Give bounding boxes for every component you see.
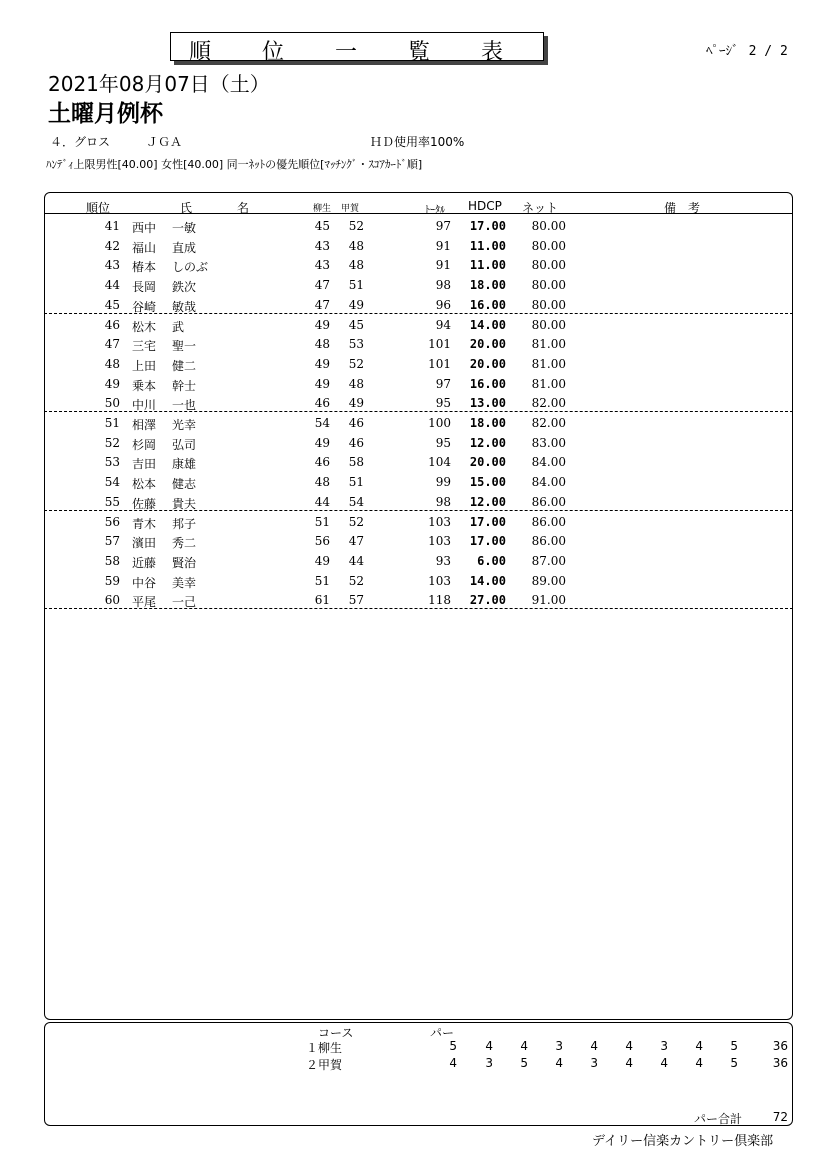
hole-par: 4 bbox=[449, 1056, 457, 1070]
cell-hdcp: 17.00 bbox=[469, 534, 506, 549]
cell-rank: 54 bbox=[104, 475, 120, 490]
hole-par: 4 bbox=[660, 1056, 668, 1070]
cell-net: 80.00 bbox=[531, 278, 566, 293]
cell-total: 103 bbox=[428, 534, 451, 549]
cell-rank: 46 bbox=[104, 317, 120, 332]
group-separator bbox=[44, 411, 793, 412]
col-total: ﾄｰﾀﾙ bbox=[425, 205, 445, 216]
cell-course1-score: 49 bbox=[314, 356, 330, 371]
cell-hdcp: 15.00 bbox=[469, 475, 506, 490]
hd-usage-rate: ＨＤ使用率100% bbox=[370, 135, 465, 149]
cell-rank: 47 bbox=[104, 337, 120, 352]
hole-par: 4 bbox=[625, 1039, 633, 1053]
cell-rank: 56 bbox=[104, 514, 120, 529]
cell-total: 91 bbox=[435, 258, 451, 273]
cell-surname: 乗本 bbox=[132, 378, 157, 393]
cell-total: 98 bbox=[435, 278, 451, 293]
hole-par: 3 bbox=[590, 1056, 598, 1070]
cell-net: 80.00 bbox=[531, 219, 566, 233]
title-box bbox=[170, 32, 544, 65]
cell-course1-score: 47 bbox=[314, 297, 330, 312]
cell-surname: 杉岡 bbox=[132, 437, 157, 452]
cell-course1-score: 49 bbox=[314, 317, 330, 332]
group-separator bbox=[44, 510, 793, 511]
cell-rank: 43 bbox=[104, 258, 120, 273]
cell-given-name: しのぶ bbox=[172, 260, 209, 275]
cell-net: 86.00 bbox=[531, 514, 566, 529]
cell-rank: 41 bbox=[104, 219, 120, 233]
table-row bbox=[44, 551, 793, 571]
cell-rank: 60 bbox=[104, 593, 120, 608]
cell-course2-score: 48 bbox=[348, 258, 364, 273]
cell-net: 89.00 bbox=[531, 573, 566, 588]
cell-course1-score: 43 bbox=[314, 238, 330, 253]
cell-course1-score: 51 bbox=[314, 573, 330, 588]
cell-course2-score: 48 bbox=[348, 376, 364, 391]
hole-par: 5 bbox=[449, 1039, 457, 1053]
cell-net: 84.00 bbox=[531, 455, 566, 470]
course-name: １柳生 bbox=[306, 1041, 343, 1055]
cell-given-name: 聖一 bbox=[172, 339, 197, 354]
cell-total: 101 bbox=[428, 337, 451, 352]
cell-course2-score: 44 bbox=[348, 553, 364, 568]
cell-hdcp: 20.00 bbox=[469, 356, 506, 371]
cell-hdcp: 17.00 bbox=[469, 514, 506, 529]
course-par-box bbox=[44, 1022, 793, 1126]
cell-surname: 長岡 bbox=[132, 280, 157, 295]
cell-surname: 中谷 bbox=[132, 575, 157, 590]
cell-net: 83.00 bbox=[531, 435, 566, 450]
hole-par: 4 bbox=[590, 1039, 598, 1053]
cell-given-name: 賢治 bbox=[172, 555, 197, 570]
cell-total: 94 bbox=[435, 317, 451, 332]
cell-net: 82.00 bbox=[531, 416, 566, 430]
cell-hdcp: 16.00 bbox=[469, 376, 506, 391]
cell-hdcp: 11.00 bbox=[469, 238, 506, 253]
table-row bbox=[44, 334, 793, 354]
cell-surname: 三宅 bbox=[132, 339, 157, 354]
col-name-2: 名 bbox=[237, 201, 250, 215]
cell-rank: 50 bbox=[104, 396, 120, 411]
cell-surname: 上田 bbox=[132, 358, 157, 373]
cell-total: 93 bbox=[435, 553, 451, 568]
cell-course1-score: 48 bbox=[314, 475, 330, 490]
cell-course1-score: 49 bbox=[314, 435, 330, 450]
hole-par: 3 bbox=[555, 1039, 563, 1053]
table-row bbox=[44, 255, 793, 275]
cell-course2-score: 57 bbox=[348, 593, 364, 608]
hole-par: 4 bbox=[625, 1056, 633, 1070]
cell-net: 80.00 bbox=[531, 258, 566, 273]
cell-given-name: 幹士 bbox=[172, 378, 197, 393]
cell-course1-score: 44 bbox=[314, 494, 330, 509]
cell-course1-score: 46 bbox=[314, 455, 330, 470]
hole-par: 4 bbox=[695, 1056, 703, 1070]
cell-surname: 佐藤 bbox=[132, 496, 157, 511]
cell-net: 87.00 bbox=[531, 553, 566, 568]
header-divider bbox=[44, 213, 793, 214]
course-label: コース bbox=[318, 1026, 354, 1040]
cell-course2-score: 51 bbox=[348, 278, 364, 293]
cell-given-name: 健二 bbox=[172, 358, 197, 373]
cell-surname: 福山 bbox=[132, 240, 157, 255]
cell-rank: 45 bbox=[104, 297, 120, 312]
cell-course2-score: 52 bbox=[348, 514, 364, 529]
par-total-value: 72 bbox=[772, 1110, 788, 1124]
cell-course2-score: 49 bbox=[348, 297, 364, 312]
cell-course2-score: 52 bbox=[348, 573, 364, 588]
cell-net: 84.00 bbox=[531, 475, 566, 490]
cell-hdcp: 13.00 bbox=[469, 396, 506, 411]
cell-total: 97 bbox=[435, 219, 451, 233]
cell-net: 80.00 bbox=[531, 238, 566, 253]
cell-rank: 52 bbox=[104, 435, 120, 450]
page-indicator bbox=[706, 40, 788, 59]
cell-course1-score: 43 bbox=[314, 258, 330, 273]
cell-rank: 42 bbox=[104, 238, 120, 253]
col-course-1: 柳生 bbox=[313, 204, 332, 214]
cell-total: 91 bbox=[435, 238, 451, 253]
cell-surname: 濱田 bbox=[132, 536, 157, 551]
cell-total: 96 bbox=[435, 297, 451, 312]
cell-given-name: 直成 bbox=[172, 240, 197, 255]
page-number: 2 / 2 bbox=[748, 44, 788, 59]
cell-given-name: 鉄次 bbox=[172, 280, 197, 295]
cell-hdcp: 27.00 bbox=[469, 593, 506, 608]
cell-total: 104 bbox=[428, 455, 451, 470]
cell-rank: 58 bbox=[104, 553, 120, 568]
cell-net: 81.00 bbox=[531, 376, 566, 391]
hole-par: 5 bbox=[730, 1039, 738, 1053]
event-date: 2021年08月07日（土） bbox=[48, 72, 270, 96]
cell-course2-score: 49 bbox=[348, 396, 364, 411]
cell-surname: 平尾 bbox=[132, 595, 157, 610]
cell-hdcp: 18.00 bbox=[469, 278, 506, 293]
cell-total: 97 bbox=[435, 376, 451, 391]
table-row bbox=[44, 354, 793, 374]
page-label: ﾍﾟｰｼﾞ bbox=[706, 44, 739, 59]
cell-course1-score: 45 bbox=[314, 219, 330, 233]
cell-given-name: 秀二 bbox=[172, 536, 197, 551]
cell-course2-score: 52 bbox=[348, 219, 364, 233]
cell-course1-score: 49 bbox=[314, 376, 330, 391]
cell-course1-score: 48 bbox=[314, 337, 330, 352]
cell-given-name: 一己 bbox=[172, 595, 197, 610]
cell-given-name: 光幸 bbox=[172, 418, 197, 432]
col-course-2: 甲賀 bbox=[341, 204, 360, 214]
table-row bbox=[44, 413, 793, 433]
cell-hdcp: 20.00 bbox=[469, 455, 506, 470]
cell-total: 95 bbox=[435, 396, 451, 411]
table-row bbox=[44, 275, 793, 295]
table-row bbox=[44, 315, 793, 335]
group-separator bbox=[44, 313, 793, 314]
cell-surname: 椿本 bbox=[132, 260, 157, 275]
cell-given-name: 弘司 bbox=[172, 437, 197, 452]
cell-hdcp: 18.00 bbox=[469, 416, 506, 430]
cell-course2-score: 48 bbox=[348, 238, 364, 253]
cell-course1-score: 54 bbox=[314, 416, 330, 430]
cell-rank: 51 bbox=[104, 416, 120, 430]
cell-hdcp: 17.00 bbox=[469, 219, 506, 233]
cell-net: 80.00 bbox=[531, 297, 566, 312]
cell-hdcp: 14.00 bbox=[469, 317, 506, 332]
cell-surname: 松本 bbox=[132, 477, 157, 492]
handicap-rules: ﾊﾝﾃﾞｨ上限男性[40.00] 女性[40.00] 同一ﾈｯﾄの優先順位[ﾏｯﾁﾝｸﾞ・ｽｺｱｶｰﾄﾞ順] bbox=[46, 158, 423, 171]
table-row bbox=[44, 374, 793, 394]
cell-rank: 55 bbox=[104, 494, 120, 509]
cell-given-name: 美幸 bbox=[172, 575, 197, 590]
cell-course2-score: 58 bbox=[348, 455, 364, 470]
cell-total: 99 bbox=[435, 475, 451, 490]
table-row bbox=[44, 433, 793, 453]
cell-surname: 中川 bbox=[132, 398, 157, 413]
table-row bbox=[44, 216, 793, 236]
cell-given-name: 一也 bbox=[172, 398, 197, 413]
cell-given-name: 一敏 bbox=[172, 221, 197, 235]
table-row bbox=[44, 236, 793, 256]
cell-total: 101 bbox=[428, 356, 451, 371]
cell-hdcp: 12.00 bbox=[469, 494, 506, 509]
cell-net: 82.00 bbox=[531, 396, 566, 411]
cell-surname: 青木 bbox=[132, 516, 157, 531]
hole-par: 4 bbox=[485, 1039, 493, 1053]
club-name: デイリー信楽カントリー倶楽部 bbox=[592, 1134, 774, 1149]
cell-total: 100 bbox=[428, 416, 451, 430]
cell-total: 103 bbox=[428, 573, 451, 588]
cell-total: 103 bbox=[428, 514, 451, 529]
hole-par: 3 bbox=[660, 1039, 668, 1053]
hole-par: 4 bbox=[695, 1039, 703, 1053]
cell-net: 86.00 bbox=[531, 534, 566, 549]
col-net: ネット bbox=[522, 201, 559, 215]
event-name: 土曜月例杯 bbox=[48, 101, 163, 127]
cell-hdcp: 12.00 bbox=[469, 435, 506, 450]
cell-course1-score: 46 bbox=[314, 396, 330, 411]
cell-given-name: 邦子 bbox=[172, 516, 197, 531]
table-row bbox=[44, 472, 793, 492]
col-rank: 順位 bbox=[86, 201, 111, 215]
scoring-format: ４．グロス ＪＧＡ bbox=[50, 135, 183, 149]
hole-par: 5 bbox=[730, 1056, 738, 1070]
cell-hdcp: 20.00 bbox=[469, 337, 506, 352]
course-par-total: 36 bbox=[772, 1056, 788, 1070]
course-par-total: 36 bbox=[772, 1039, 788, 1053]
cell-given-name: 康雄 bbox=[172, 457, 197, 472]
table-row bbox=[44, 512, 793, 532]
cell-course1-score: 49 bbox=[314, 553, 330, 568]
cell-total: 95 bbox=[435, 435, 451, 450]
cell-given-name: 貴夫 bbox=[172, 496, 197, 511]
cell-hdcp: 14.00 bbox=[469, 573, 506, 588]
cell-course2-score: 47 bbox=[348, 534, 364, 549]
cell-given-name: 武 bbox=[172, 319, 185, 334]
cell-net: 91.00 bbox=[531, 593, 566, 608]
cell-hdcp: 11.00 bbox=[469, 258, 506, 273]
hole-par: 4 bbox=[520, 1039, 528, 1053]
cell-rank: 49 bbox=[104, 376, 120, 391]
cell-course2-score: 51 bbox=[348, 475, 364, 490]
par-total-label: パー合計 bbox=[694, 1112, 743, 1126]
cell-surname: 吉田 bbox=[132, 457, 157, 472]
cell-course2-score: 46 bbox=[348, 416, 364, 430]
cell-rank: 44 bbox=[104, 278, 120, 293]
table-row bbox=[44, 452, 793, 472]
page-title: 順 位 一 覧 表 bbox=[189, 40, 525, 65]
cell-net: 81.00 bbox=[531, 356, 566, 371]
cell-surname: 松木 bbox=[132, 319, 157, 334]
col-hdcp: HDCP bbox=[468, 199, 502, 213]
cell-surname: 相澤 bbox=[132, 418, 157, 432]
cell-rank: 57 bbox=[104, 534, 120, 549]
cell-rank: 59 bbox=[104, 573, 120, 588]
cell-surname: 谷崎 bbox=[132, 299, 157, 314]
course-name: ２甲賀 bbox=[306, 1058, 343, 1072]
cell-course1-score: 61 bbox=[314, 593, 330, 608]
par-label: パー bbox=[430, 1026, 455, 1040]
cell-rank: 48 bbox=[104, 356, 120, 371]
hole-par: 5 bbox=[520, 1056, 528, 1070]
table-row bbox=[44, 531, 793, 551]
cell-total: 118 bbox=[428, 593, 451, 608]
col-remarks: 備 考 bbox=[664, 201, 701, 215]
cell-given-name: 敏哉 bbox=[172, 299, 197, 314]
cell-course1-score: 56 bbox=[314, 534, 330, 549]
cell-given-name: 健志 bbox=[172, 477, 197, 492]
cell-total: 98 bbox=[435, 494, 451, 509]
cell-course1-score: 51 bbox=[314, 514, 330, 529]
group-separator bbox=[44, 608, 793, 609]
cell-hdcp: 6.00 bbox=[477, 553, 506, 568]
cell-rank: 53 bbox=[104, 455, 120, 470]
cell-course2-score: 45 bbox=[348, 317, 364, 332]
table-row bbox=[44, 571, 793, 591]
hole-par: 3 bbox=[485, 1056, 493, 1070]
cell-course2-score: 46 bbox=[348, 435, 364, 450]
cell-net: 81.00 bbox=[531, 337, 566, 352]
cell-surname: 近藤 bbox=[132, 555, 157, 570]
cell-course2-score: 54 bbox=[348, 494, 364, 509]
cell-net: 86.00 bbox=[531, 494, 566, 509]
cell-hdcp: 16.00 bbox=[469, 297, 506, 312]
cell-surname: 西中 bbox=[132, 221, 157, 235]
cell-course2-score: 52 bbox=[348, 356, 364, 371]
cell-net: 80.00 bbox=[531, 317, 566, 332]
cell-course1-score: 47 bbox=[314, 278, 330, 293]
cell-course2-score: 53 bbox=[348, 337, 364, 352]
col-name-1: 氏 bbox=[180, 201, 193, 215]
hole-par: 4 bbox=[555, 1056, 563, 1070]
